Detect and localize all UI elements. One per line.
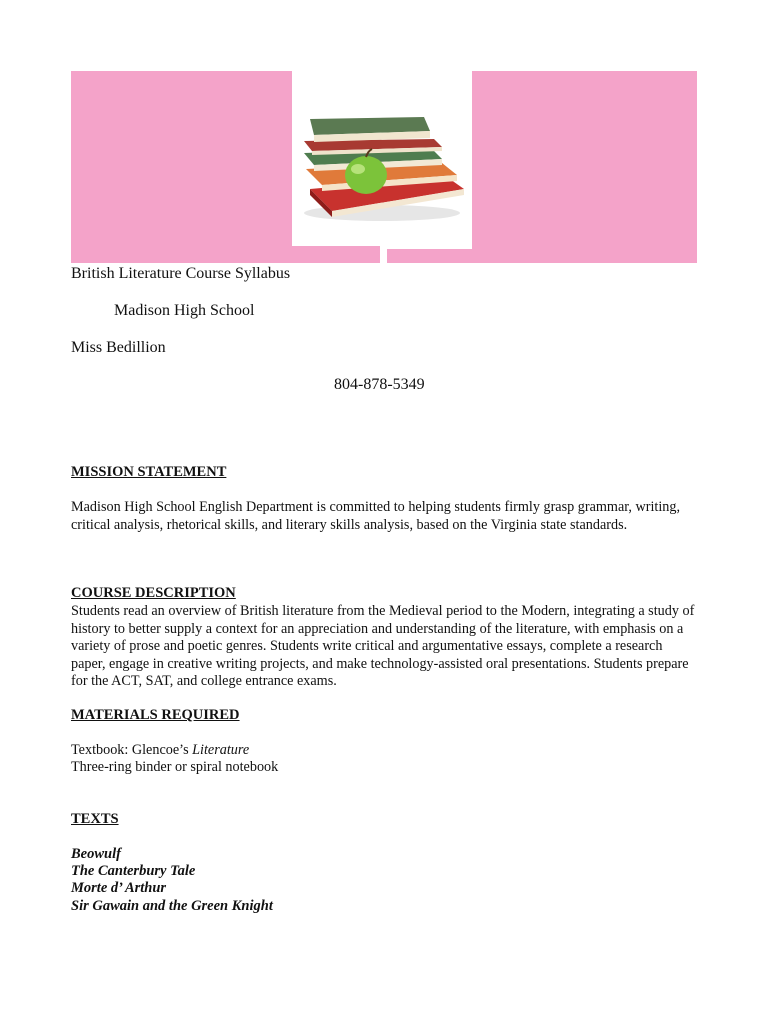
- header-banner-strip-left: [292, 246, 380, 263]
- course-title: British Literature Course Syllabus: [71, 265, 291, 282]
- text-item: Sir Gawain and the Green Knight: [71, 898, 273, 914]
- materials-heading: MATERIALS REQUIRED: [71, 707, 240, 723]
- mission-text: Madison High School English Department is committed to helping students firmly grasp grammar, writing, critical analysis, rhetorical skills, and literary skills analysis, based on the Virginia state standards.: [71, 499, 681, 533]
- textbook-prefix: Textbook: Glencoe’s: [71, 742, 193, 758]
- text-item: The Canterbury Tale: [71, 863, 196, 879]
- books-apple-image: [292, 71, 472, 246]
- header-banner-left: [71, 71, 292, 263]
- course-text: Students read an overview of British literature from the Medieval period to the Modern, integrating a study of history to better supply a context for an appreciation and understanding of the literature, with emphasis on a variety of prose and poetic genres. Students write critical and argumentative essays, complete a research paper, engage in creative writing projects, and make technology-assisted oral presentations. Students prepare for the ACT, SAT, and college entrance exams.: [71, 603, 695, 689]
- header-banner-right: [472, 71, 697, 263]
- school-name: Madison High School: [114, 302, 255, 319]
- materials-textbook: [71, 742, 249, 760]
- teacher-name: Miss Bedillion: [71, 339, 166, 356]
- text-item: Morte d’ Arthur: [71, 880, 167, 896]
- materials-binder: Three-ring binder or spiral notebook: [71, 759, 279, 775]
- course-heading: COURSE DESCRIPTION: [71, 585, 236, 601]
- header-banner-strip-right: [387, 249, 472, 263]
- textbook-title: Literature: [192, 742, 250, 758]
- phone-number: 804-878-5349: [334, 376, 425, 393]
- mission-heading: MISSION STATEMENT: [71, 464, 227, 480]
- text-item: Beowulf: [71, 846, 121, 862]
- texts-heading: TEXTS: [71, 811, 119, 827]
